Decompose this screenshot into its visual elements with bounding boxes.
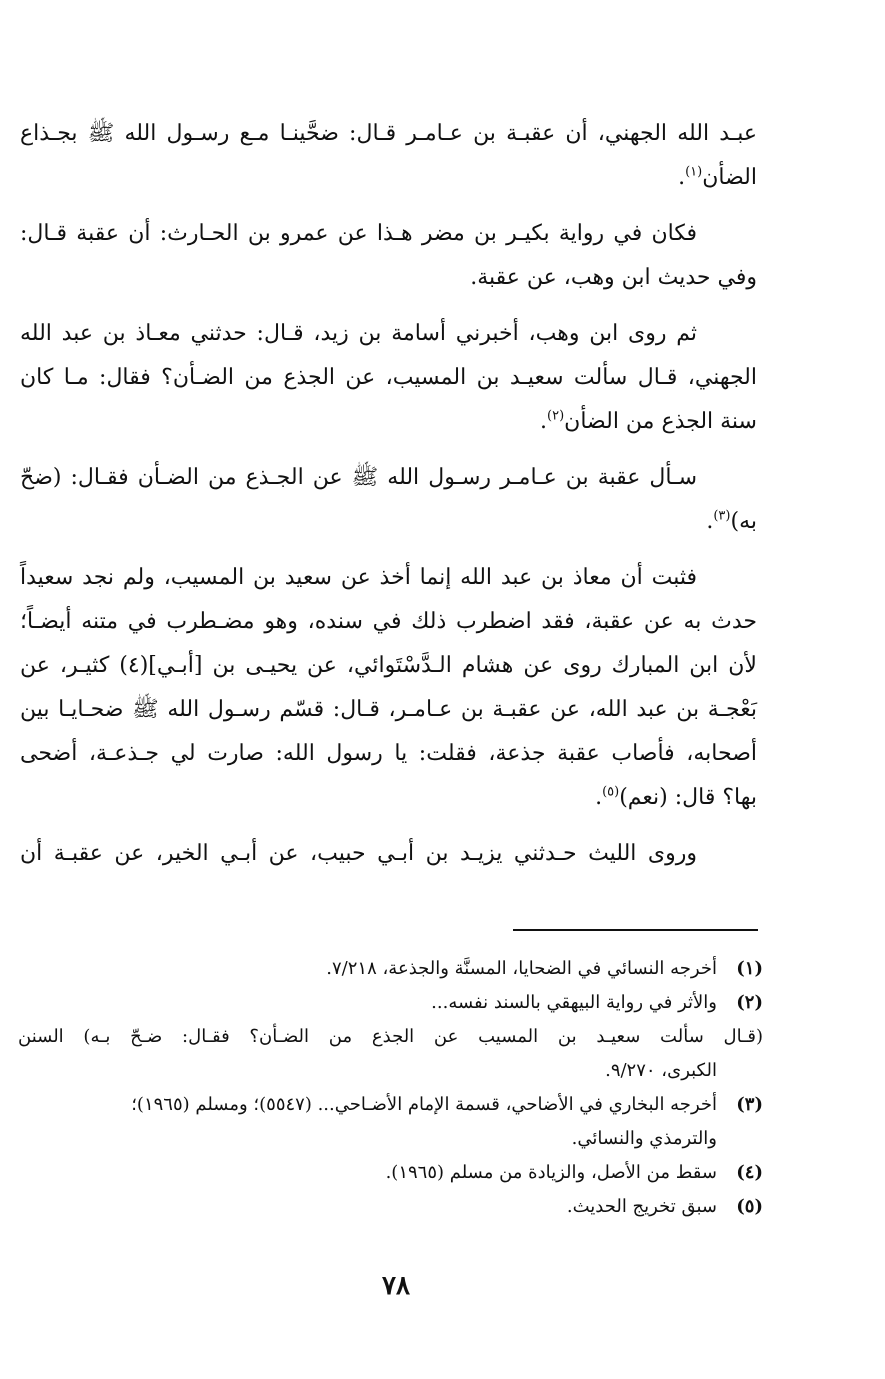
footnote-number: (٣)	[736, 1094, 763, 1115]
page-number: ٧٨	[382, 1271, 410, 1301]
footnote-ref: (٥)	[602, 784, 620, 800]
main-text	[20, 112, 757, 888]
footnote	[18, 1156, 763, 1190]
text-line: بَعْجـة بن عبد الله، عن عقبـة بن عـامـر، قـال: قسّم رسـول الله ﷺ ضحـايـا بين	[20, 697, 757, 722]
text-line: وفي حديث ابن وهب، عن عقبة.	[470, 265, 757, 290]
footnote-ref: (١)	[685, 164, 703, 180]
footnote-number: (٥)	[736, 1196, 763, 1217]
text-line: به)$^{(٣)}$.	[706, 508, 757, 534]
footnotes	[18, 952, 763, 1224]
text-line: الجهني، قـال سألت سعيـد بن المسيب، عن الجذع من الضـأن؟ فقال: مـا كان	[20, 365, 757, 390]
footnote-divider	[513, 929, 758, 931]
footnote-continuation	[18, 1020, 763, 1088]
text-line: لأن ابن المبارك روى عن هشام الـدَّسْتَوائي، عن يحيـى بن [أبـي](٤) كثيـر، عن	[20, 653, 757, 678]
paragraph	[20, 832, 757, 876]
footnote-text: الكبرى، ٩/٢٧٠.	[605, 1060, 717, 1081]
text-line: فثبت أن معاذ بن عبد الله إنما أخذ عن سعيد بن المسيب، ولم نجد سعيداً	[20, 565, 697, 590]
footnote-text: والترمذي والنسائي.	[571, 1128, 717, 1149]
text-line: الضأن$^{(١)}$.	[678, 164, 757, 190]
text-line: حدث به عن عقبة، فقد اضطرب ذلك في سنده، وهو مضـطرب في متنه أيضـاً؛	[20, 609, 757, 634]
footnote-number: (٤)	[736, 1162, 763, 1183]
text-line: أصحابه، فأصاب عقبة جذعة، فقلت: يا رسول الله: صارت لي جـذعـة، أضحى	[20, 741, 757, 766]
footnote-text: سقط من الأصل، والزيادة من مسلم (١٩٦٥).	[385, 1162, 717, 1183]
paragraph	[20, 556, 757, 820]
footnote	[18, 952, 763, 986]
text-line: ثم روى ابن وهب، أخبرني أسامة بن زيد، قـال: حدثني معـاذ بن عبد الله	[20, 321, 697, 346]
footnote	[18, 986, 763, 1020]
paragraph	[20, 312, 757, 444]
footnote-text: أخرجه البخاري في الأضاحي، قسمة الإمام الأضـاحي... (٥٥٤٧)؛ ومسلم (١٩٦٥)؛	[131, 1094, 717, 1115]
footnote	[18, 1190, 763, 1224]
text-line: سـأل عقبة بن عـامـر رسـول الله ﷺ عن الجـذع من الضـأن فقـال: (ضحّ	[20, 465, 697, 490]
footnote-text: سبق تخريج الحديث.	[566, 1196, 717, 1217]
footnote-ref: (٢)	[547, 408, 565, 424]
footnote-number: (١)	[736, 958, 763, 979]
footnote	[18, 1088, 763, 1156]
text-line: بها؟ قال: (نعم)$^{(٥)}$.	[595, 784, 757, 810]
text-line: فكان في رواية بكيـر بن مضر هـذا عن عمرو بن الحـارث: أن عقبة قـال:	[20, 221, 697, 246]
footnote-text: أخرجه النسائي في الضحايا، المسنَّة والجذعة، ٧/٢١٨.	[326, 958, 717, 979]
text-line: وروى الليث حـدثني يزيـد بن أبـي حبيب، عن أبـي الخير، عن عقبـة أن	[20, 841, 697, 866]
paragraph	[20, 456, 757, 544]
footnote-text: والأثر في رواية البيهقي بالسند نفسه...	[431, 992, 717, 1013]
footnote-ref: (٣)	[713, 508, 731, 524]
paragraph	[20, 212, 757, 300]
text-line: سنة الجذع من الضأن$^{(٢)}$.	[540, 408, 757, 434]
footnote-text: (قـال سألت سعيـد بن المسيب عن الجذع من الضـأن؟ فقـال: ضـحّ بـه) السنن	[18, 1026, 763, 1047]
text-line: عبـد الله الجهني، أن عقبـة بن عـامـر قـال: ضحَّينـا مـع رسـول الله ﷺ بجـذاع	[20, 121, 757, 146]
footnote-number: (٢)	[736, 992, 763, 1013]
paragraph	[20, 112, 757, 200]
